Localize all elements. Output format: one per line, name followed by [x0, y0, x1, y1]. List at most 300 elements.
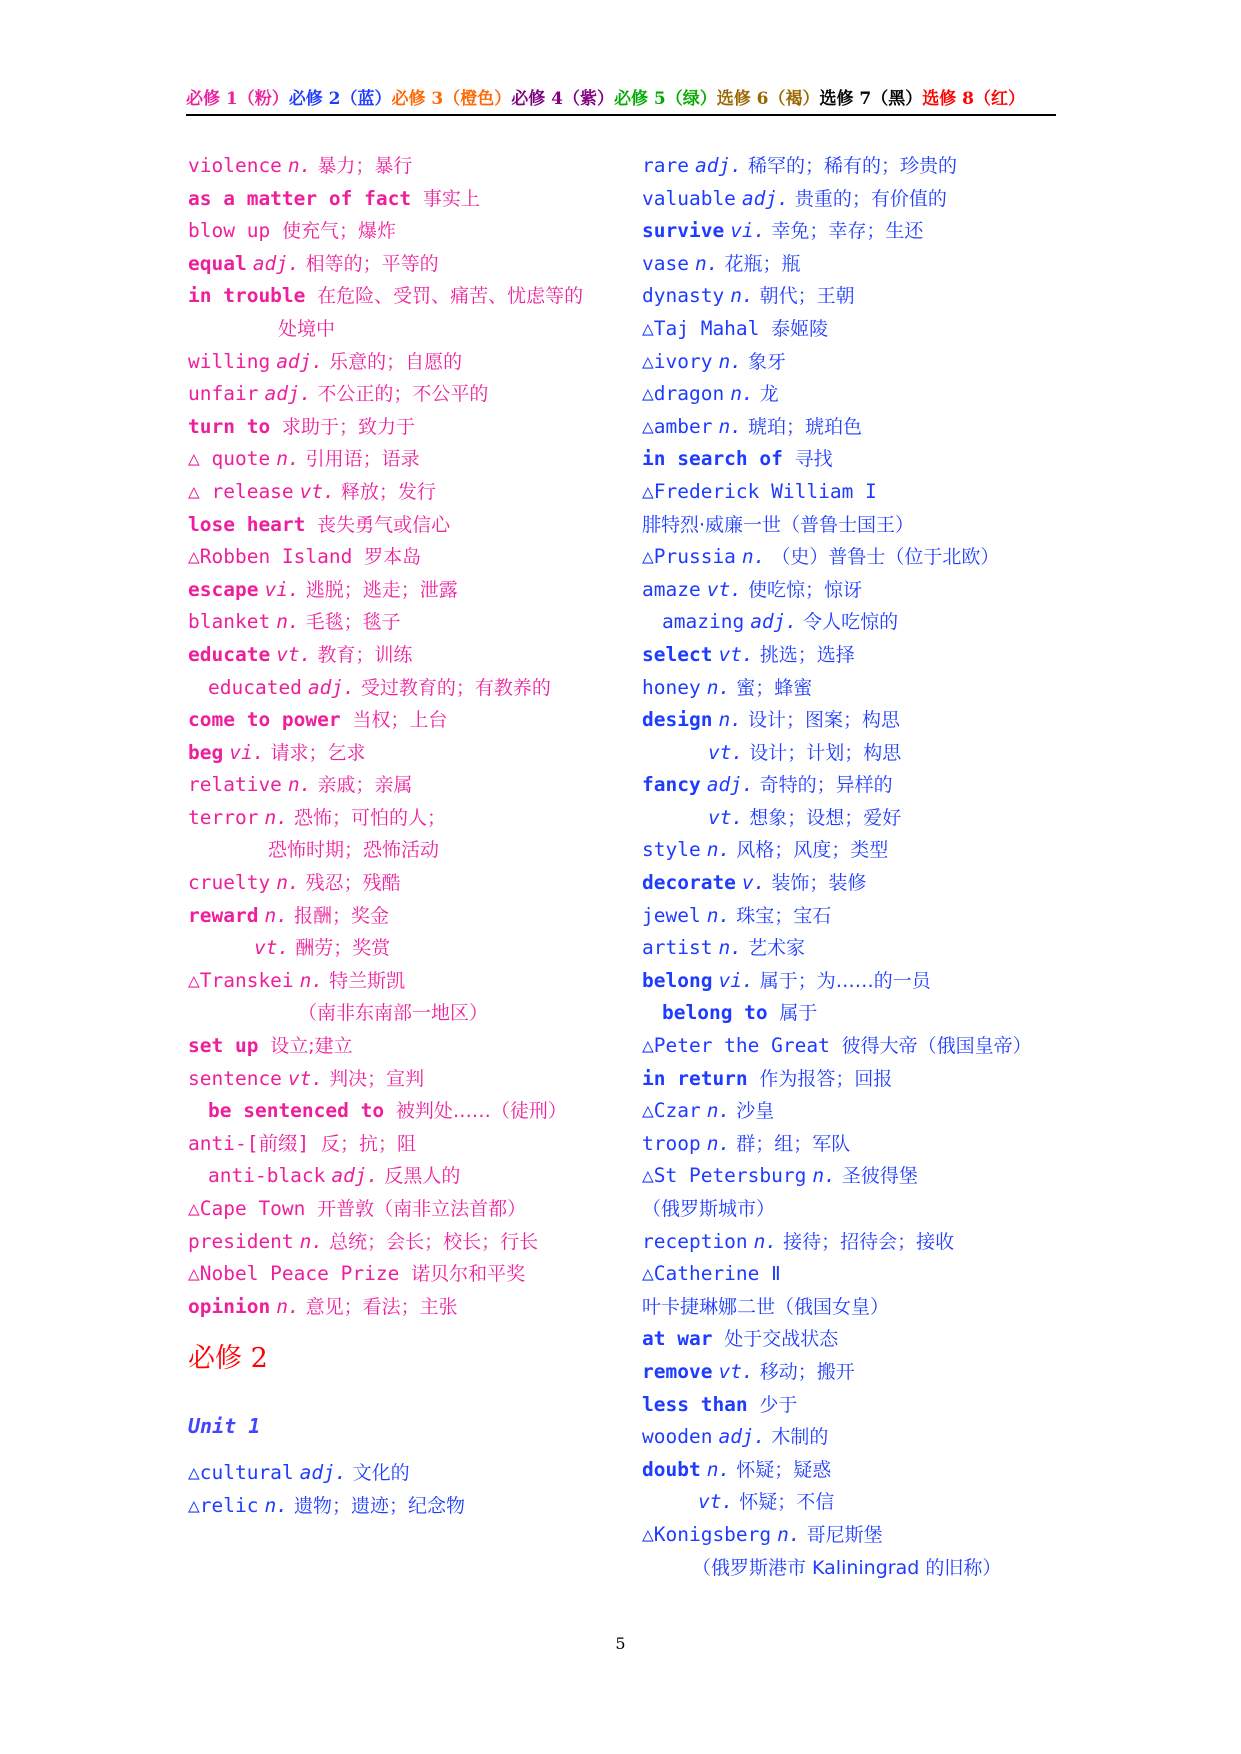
- vocab-entry: [188, 1063, 628, 1096]
- vocab-entry: [188, 1128, 628, 1161]
- vocab-word: △St Petersburg: [642, 1164, 807, 1188]
- vocab-entry: [188, 574, 628, 607]
- vocab-entry: [188, 737, 628, 770]
- vocab-meaning: 艺术家: [747, 937, 805, 960]
- vocab-meaning: 朝代；王朝: [759, 285, 855, 308]
- vocab-entry: [188, 346, 628, 379]
- vocab-meaning: 龙: [759, 383, 779, 406]
- vocab-word: △ivory: [642, 349, 713, 373]
- vocab-entry: [188, 476, 628, 509]
- vocab-meaning: 释放；发行: [340, 480, 436, 503]
- vocab-meaning: 反黑人的: [384, 1165, 461, 1188]
- vocab-meaning: 少于: [759, 1393, 798, 1416]
- vocab-word: unfair: [188, 382, 259, 406]
- part-of-speech: n.: [718, 414, 742, 438]
- vocab-meaning: 风格；风度；类型: [736, 839, 889, 862]
- vocab-entry: [642, 1030, 1102, 1063]
- vocab-entry: [642, 1063, 1102, 1096]
- vocab-word: △Catherine Ⅱ: [642, 1262, 781, 1286]
- vocab-meaning: 请求；乞求: [270, 741, 366, 764]
- vocab-entry: [188, 1193, 628, 1226]
- vocab-entry: [642, 574, 1102, 607]
- vocab-meaning: 文化的: [352, 1462, 410, 1485]
- vocab-entry: [188, 704, 628, 737]
- vocab-entry: [642, 215, 1102, 248]
- vocab-meaning: 开普敦（南非立法首都）: [317, 1198, 527, 1220]
- vocab-meaning: 装饰；装修: [771, 872, 867, 895]
- vocab-word: survive: [642, 219, 725, 243]
- vocab-word: lose heart: [188, 512, 306, 536]
- vocab-meaning: 丧失勇气或信心: [317, 513, 451, 536]
- vocab-entry: [642, 737, 1102, 770]
- vocab-entry: [642, 965, 1102, 998]
- left-entry-list: [188, 150, 628, 1323]
- vocab-entry: [642, 769, 1102, 802]
- vocab-entry: [642, 704, 1102, 737]
- vocab-word: △Taj Mahal: [642, 316, 760, 340]
- vocab-entry: [642, 183, 1102, 216]
- vocab-entry: [188, 280, 628, 313]
- legend-item: 选修 7（黑）: [819, 89, 923, 109]
- vocab-word: anti-black: [208, 1164, 326, 1188]
- part-of-speech: adj.: [750, 610, 798, 634]
- vocab-meaning: 设计；计划；构思: [749, 741, 902, 764]
- vocab-meaning: 判决；宣判: [329, 1067, 425, 1090]
- vocab-word: president: [188, 1229, 294, 1253]
- color-legend-header: [186, 86, 1056, 116]
- left-entry-list-2: [188, 1457, 628, 1522]
- vocab-entry: [188, 509, 628, 542]
- vocab-entry: [188, 769, 628, 802]
- vocab-entry: [642, 672, 1102, 705]
- vocab-word: △ quote: [188, 447, 271, 471]
- vocab-word: amazing: [662, 610, 745, 634]
- vocab-entry: [188, 378, 628, 411]
- vocab-meaning: 当权；上台: [352, 709, 448, 732]
- vocab-meaning: 不公正的；不公平的: [317, 383, 489, 406]
- vocab-word: △Peter the Great: [642, 1034, 830, 1058]
- vocab-word: △amber: [642, 414, 713, 438]
- vocab-meaning: 移动；搬开: [759, 1360, 855, 1383]
- vocab-entry: [642, 1095, 1102, 1128]
- part-of-speech: n.: [264, 903, 288, 927]
- left-vocabulary-column: [188, 150, 628, 1523]
- vocab-meaning: 教育；训练: [317, 643, 413, 666]
- vocab-word: be sentenced to: [208, 1099, 385, 1123]
- vocab-word: decorate: [642, 871, 736, 895]
- part-of-speech: vt.: [708, 740, 744, 764]
- vocab-entry: [642, 867, 1102, 900]
- part-of-speech: adj.: [276, 349, 324, 373]
- vocab-word: △dragon: [642, 382, 725, 406]
- legend-item: 必修 2（蓝）: [288, 89, 392, 109]
- vocab-word: fancy: [642, 773, 701, 797]
- vocab-entry: [188, 900, 628, 933]
- vocab-word: in return: [642, 1066, 748, 1090]
- vocab-meaning: 贵重的；有价值的: [794, 187, 947, 210]
- vocab-meaning: 哥尼斯堡: [806, 1523, 883, 1546]
- vocab-meaning: 酬劳；奖赏: [295, 937, 391, 960]
- vocab-meaning: （俄罗斯城市）: [642, 1198, 776, 1220]
- vocab-meaning: 想象；设想；爱好: [749, 806, 902, 829]
- part-of-speech: adj.: [741, 186, 789, 210]
- vocab-word: in search of: [642, 447, 783, 471]
- vocab-meaning: 暴力；暴行: [317, 155, 413, 177]
- part-of-speech: adj.: [299, 1461, 347, 1485]
- vocab-meaning: 叶卡捷琳娜二世（俄国女皇）: [642, 1295, 890, 1318]
- vocab-word: △Transkei: [188, 968, 294, 992]
- part-of-speech: adj.: [706, 773, 754, 797]
- part-of-speech: n.: [276, 610, 300, 634]
- vocab-entry: [188, 1095, 628, 1128]
- vocab-entry: [642, 150, 1102, 183]
- vocab-entry: [188, 965, 628, 998]
- vocab-word: at war: [642, 1327, 713, 1351]
- part-of-speech: n.: [264, 805, 288, 829]
- vocab-word: reception: [642, 1229, 748, 1253]
- vocab-word: valuable: [642, 186, 736, 210]
- vocab-entry: [188, 867, 628, 900]
- vocab-word: blanket: [188, 610, 271, 634]
- part-of-speech: vt.: [706, 577, 742, 601]
- vocab-word: △Prussia: [642, 545, 736, 569]
- vocab-meaning: 报酬；奖金: [293, 904, 389, 927]
- vocab-word: remove: [642, 1359, 713, 1383]
- vocab-meaning: 相等的；平等的: [305, 252, 439, 275]
- part-of-speech: n.: [694, 251, 719, 275]
- vocab-entry: [642, 1258, 1102, 1291]
- vocab-word: honey: [642, 675, 701, 699]
- part-of-speech: n.: [276, 871, 300, 895]
- part-of-speech: n.: [718, 349, 742, 373]
- vocab-word: anti-[前缀]: [188, 1131, 310, 1155]
- part-of-speech: n.: [730, 382, 754, 406]
- vocab-entry: [642, 509, 1102, 542]
- vocab-meaning: 诺贝尔和平奖: [411, 1263, 526, 1286]
- vocab-entry: [642, 378, 1102, 411]
- vocab-entry: [642, 997, 1102, 1030]
- vocab-word: in trouble: [188, 284, 306, 308]
- vocab-entry: [642, 1128, 1102, 1161]
- vocab-meaning: 花瓶；瓶: [724, 252, 801, 275]
- vocab-meaning: 受过教育的；有教养的: [360, 676, 551, 699]
- vocab-word: beg: [188, 740, 224, 764]
- vocab-entry: [188, 606, 628, 639]
- vocab-word: educate: [188, 642, 271, 666]
- vocab-meaning: 腓特烈·威廉一世（普鲁士国王）: [642, 513, 915, 536]
- vocab-word: dynasty: [642, 284, 725, 308]
- part-of-speech: vi.: [730, 219, 766, 243]
- vocab-word: △Frederick William I: [642, 479, 877, 503]
- vocab-word: jewel: [642, 903, 701, 927]
- vocab-entry: [642, 900, 1102, 933]
- part-of-speech: vt.: [299, 479, 335, 503]
- vocab-entry: [642, 1356, 1102, 1389]
- part-of-speech: n.: [718, 708, 742, 732]
- vocab-meaning: 设计；图案；构思: [747, 709, 900, 732]
- vocab-entry: [188, 541, 628, 574]
- vocab-meaning: 恐怖；可怕的人；: [293, 806, 446, 829]
- vocab-meaning: 罗本岛: [364, 546, 422, 569]
- vocab-meaning: （俄罗斯港市 Kaliningrad 的旧称）: [692, 1556, 1002, 1579]
- vocab-meaning: 寻找: [794, 448, 833, 471]
- part-of-speech: adj.: [252, 251, 300, 275]
- vocab-entry: [642, 1193, 1102, 1226]
- vocab-entry: [188, 639, 628, 672]
- vocab-word: artist: [642, 936, 713, 960]
- vocab-word: △ release: [188, 479, 294, 503]
- vocab-meaning: 挑选；选择: [759, 643, 855, 666]
- vocab-meaning: 恐怖时期；恐怖活动: [268, 839, 440, 862]
- vocab-entry: [188, 1457, 628, 1490]
- vocab-word: vase: [642, 251, 689, 275]
- vocab-meaning: 稀罕的；稀有的；珍贵的: [747, 155, 957, 177]
- vocab-meaning: 木制的: [771, 1426, 829, 1449]
- part-of-speech: n.: [777, 1522, 801, 1546]
- vocab-word: design: [642, 708, 713, 732]
- part-of-speech: n.: [287, 773, 312, 797]
- vocab-meaning: 怀疑；不信: [739, 1491, 835, 1514]
- vocab-meaning: （史）普鲁士（位于北欧）: [771, 546, 1000, 569]
- part-of-speech: adj.: [718, 1425, 766, 1449]
- vocab-entry: [188, 248, 628, 281]
- vocab-word: come to power: [188, 708, 341, 732]
- vocab-entry: [642, 932, 1102, 965]
- vocab-meaning: 令人吃惊的: [803, 611, 899, 634]
- vocab-meaning: （南非东南部一地区）: [298, 1002, 489, 1025]
- vocab-meaning: 蜜；蜂蜜: [736, 676, 813, 699]
- vocab-meaning: 怀疑；疑惑: [736, 1458, 832, 1481]
- vocab-word: opinion: [188, 1294, 271, 1318]
- vocab-word: doubt: [642, 1457, 701, 1481]
- vocab-meaning: 奇特的；异样的: [759, 774, 893, 797]
- vocab-meaning: 乐意的；自愿的: [329, 350, 463, 373]
- part-of-speech: adj.: [307, 675, 355, 699]
- vocab-meaning: 珠宝；宝石: [736, 904, 832, 927]
- part-of-speech: n.: [706, 1457, 731, 1481]
- vocab-meaning: 处境中: [278, 317, 336, 340]
- right-entry-list: [642, 150, 1102, 1584]
- vocab-entry: [642, 1552, 1102, 1585]
- legend-item: 必修 1（粉）: [186, 89, 289, 109]
- part-of-speech: adj.: [331, 1164, 379, 1188]
- vocab-word: cruelty: [188, 871, 271, 895]
- legend-item: 必修 5（绿）: [614, 89, 717, 109]
- vocab-entry: [642, 280, 1102, 313]
- vocab-entry: [642, 346, 1102, 379]
- vocab-word: less than: [642, 1392, 748, 1416]
- part-of-speech: n.: [287, 154, 312, 177]
- part-of-speech: n.: [706, 675, 731, 699]
- vocab-entry: [642, 1421, 1102, 1454]
- part-of-speech: vi.: [229, 740, 265, 764]
- vocab-entry: [188, 313, 628, 346]
- vocab-word: terror: [188, 805, 259, 829]
- part-of-speech: adj.: [264, 382, 312, 406]
- vocab-word: reward: [188, 903, 259, 927]
- vocab-entry: [642, 1226, 1102, 1259]
- vocab-word: belong: [642, 968, 713, 992]
- vocab-entry: [642, 476, 1102, 509]
- vocab-meaning: 属于: [779, 1002, 818, 1025]
- vocab-entry: [188, 932, 628, 965]
- vocab-meaning: 沙皇: [736, 1100, 775, 1123]
- vocab-entry: [188, 1030, 628, 1063]
- part-of-speech: vt.: [718, 1359, 754, 1383]
- part-of-speech: n.: [718, 936, 742, 960]
- vocab-meaning: 圣彼得堡: [841, 1165, 918, 1188]
- vocab-meaning: 使充气；爆炸: [281, 220, 396, 243]
- vocab-word: △Cape Town: [188, 1197, 306, 1220]
- vocab-meaning: 使吃惊；惊讶: [747, 578, 862, 601]
- part-of-speech: vt.: [718, 642, 754, 666]
- vocab-meaning: 群；组；军队: [736, 1132, 851, 1155]
- vocab-entry: [642, 1291, 1102, 1324]
- vocab-word: △Konigsberg: [642, 1522, 772, 1546]
- vocab-entry: [642, 1519, 1102, 1552]
- vocab-word: set up: [188, 1034, 259, 1058]
- vocab-entry: [188, 1160, 628, 1193]
- vocab-entry: [642, 541, 1102, 574]
- part-of-speech: vi.: [264, 577, 300, 601]
- vocab-meaning: 求助于；致力于: [281, 415, 415, 438]
- vocab-entry: [188, 215, 628, 248]
- vocab-word: style: [642, 838, 701, 862]
- vocab-entry: [642, 411, 1102, 444]
- right-vocabulary-column: [642, 150, 1102, 1584]
- vocab-meaning: 特兰斯凯: [329, 969, 406, 992]
- vocab-word: △Robben Island: [188, 545, 353, 569]
- vocab-entry: [642, 834, 1102, 867]
- part-of-speech: adj.: [694, 154, 742, 177]
- vocab-word: △cultural: [188, 1461, 294, 1485]
- vocab-word: select: [642, 642, 713, 666]
- part-of-speech: vi.: [718, 968, 754, 992]
- vocab-entry: [188, 997, 628, 1030]
- vocab-meaning: 毛毯；毯子: [305, 611, 401, 634]
- vocab-meaning: 处于交战状态: [724, 1328, 839, 1351]
- vocab-word: rare: [642, 154, 689, 177]
- vocab-meaning: 琥珀；琥珀色: [747, 415, 862, 438]
- part-of-speech: vt.: [276, 642, 312, 666]
- part-of-speech: n.: [730, 284, 754, 308]
- vocab-entry: [642, 443, 1102, 476]
- vocab-meaning: 彼得大帝（俄国皇帝）: [841, 1035, 1032, 1058]
- vocab-entry: [642, 1389, 1102, 1422]
- vocab-word: equal: [188, 251, 247, 275]
- legend-item: 选修 6（褐）: [716, 89, 820, 109]
- vocab-meaning: 逃脱；逃走；泄露: [305, 578, 458, 601]
- part-of-speech: n.: [299, 1229, 324, 1253]
- vocab-entry: [188, 1258, 628, 1291]
- vocab-word: educated: [208, 675, 302, 699]
- vocab-meaning: 在危险、受罚、痛苦、忧虑等的: [317, 285, 584, 308]
- legend-item: 必修 3（橙色）: [391, 89, 512, 109]
- part-of-speech: n.: [812, 1164, 836, 1188]
- vocab-meaning: 引用语；语录: [305, 448, 420, 471]
- page-number: 5: [615, 1634, 626, 1653]
- vocab-entry: [642, 802, 1102, 835]
- part-of-speech: vt.: [698, 1490, 734, 1514]
- vocab-word: willing: [188, 349, 271, 373]
- vocab-word: violence: [188, 154, 282, 177]
- vocab-word: △relic: [188, 1493, 259, 1517]
- vocab-word: wooden: [642, 1425, 713, 1449]
- vocab-entry: [188, 802, 628, 835]
- vocab-word: belong to: [662, 1001, 768, 1025]
- vocab-entry: [188, 1226, 628, 1259]
- vocab-word: relative: [188, 773, 282, 797]
- part-of-speech: n.: [741, 545, 766, 569]
- vocab-entry: [642, 313, 1102, 346]
- vocab-meaning: 被判处……（徒刑）: [395, 1100, 567, 1123]
- part-of-speech: n.: [299, 968, 324, 992]
- vocab-entry: [188, 834, 628, 867]
- vocab-entry: [642, 1323, 1102, 1356]
- vocab-word: △Czar: [642, 1099, 701, 1123]
- part-of-speech: v.: [741, 871, 766, 895]
- vocab-entry: [188, 672, 628, 705]
- vocab-entry: [642, 1454, 1102, 1487]
- vocab-meaning: 幸免；幸存；生还: [771, 220, 924, 243]
- vocab-meaning: 意见；看法；主张: [305, 1295, 458, 1318]
- part-of-speech: n.: [706, 903, 731, 927]
- vocab-meaning: 总统；会长；校长；行长: [329, 1230, 539, 1253]
- legend-item: 必修 4（紫）: [511, 89, 614, 109]
- part-of-speech: n.: [706, 1131, 731, 1155]
- vocab-meaning: 残忍；残酷: [305, 872, 401, 895]
- vocab-word: turn to: [188, 414, 271, 438]
- vocab-entry: [188, 1490, 628, 1523]
- unit-title: Unit 1: [188, 1414, 261, 1439]
- vocab-meaning: 作为报答；回报: [759, 1067, 893, 1090]
- vocab-word: sentence: [188, 1066, 282, 1090]
- vocab-entry: [642, 248, 1102, 281]
- vocab-meaning: 亲戚；亲属: [317, 774, 413, 797]
- vocab-meaning: 反；抗；阻: [320, 1132, 416, 1155]
- part-of-speech: vt.: [254, 936, 290, 960]
- part-of-speech: n.: [753, 1229, 778, 1253]
- vocab-meaning: 设立;建立: [270, 1035, 353, 1058]
- legend-item: 选修 8（红）: [922, 89, 1025, 109]
- vocab-word: amaze: [642, 577, 701, 601]
- section-title: 必修 2: [188, 1343, 268, 1375]
- vocab-entry: [188, 1291, 628, 1324]
- part-of-speech: vt.: [708, 805, 744, 829]
- vocab-entry: [642, 1160, 1102, 1193]
- vocab-entry: [188, 443, 628, 476]
- vocab-meaning: 泰姬陵: [771, 317, 829, 340]
- vocab-entry: [642, 606, 1102, 639]
- vocab-word: as a matter of fact: [188, 186, 412, 210]
- part-of-speech: n.: [276, 447, 300, 471]
- vocab-entry: [642, 1486, 1102, 1519]
- vocab-word: blow up: [188, 219, 271, 243]
- vocab-meaning: 象牙: [747, 350, 786, 373]
- part-of-speech: n.: [706, 838, 731, 862]
- vocab-entry: [188, 183, 628, 216]
- vocab-word: △Nobel Peace Prize: [188, 1262, 400, 1286]
- vocab-meaning: 属于；为……的一员: [759, 969, 931, 992]
- part-of-speech: vt.: [287, 1066, 324, 1090]
- vocab-meaning: 事实上: [422, 187, 480, 210]
- vocab-meaning: 接待；招待会；接收: [783, 1230, 955, 1253]
- part-of-speech: n.: [264, 1493, 288, 1517]
- vocab-word: escape: [188, 577, 259, 601]
- vocab-meaning: 遗物；遗迹；纪念物: [293, 1494, 465, 1517]
- vocab-entry: [188, 150, 628, 183]
- vocab-entry: [642, 639, 1102, 672]
